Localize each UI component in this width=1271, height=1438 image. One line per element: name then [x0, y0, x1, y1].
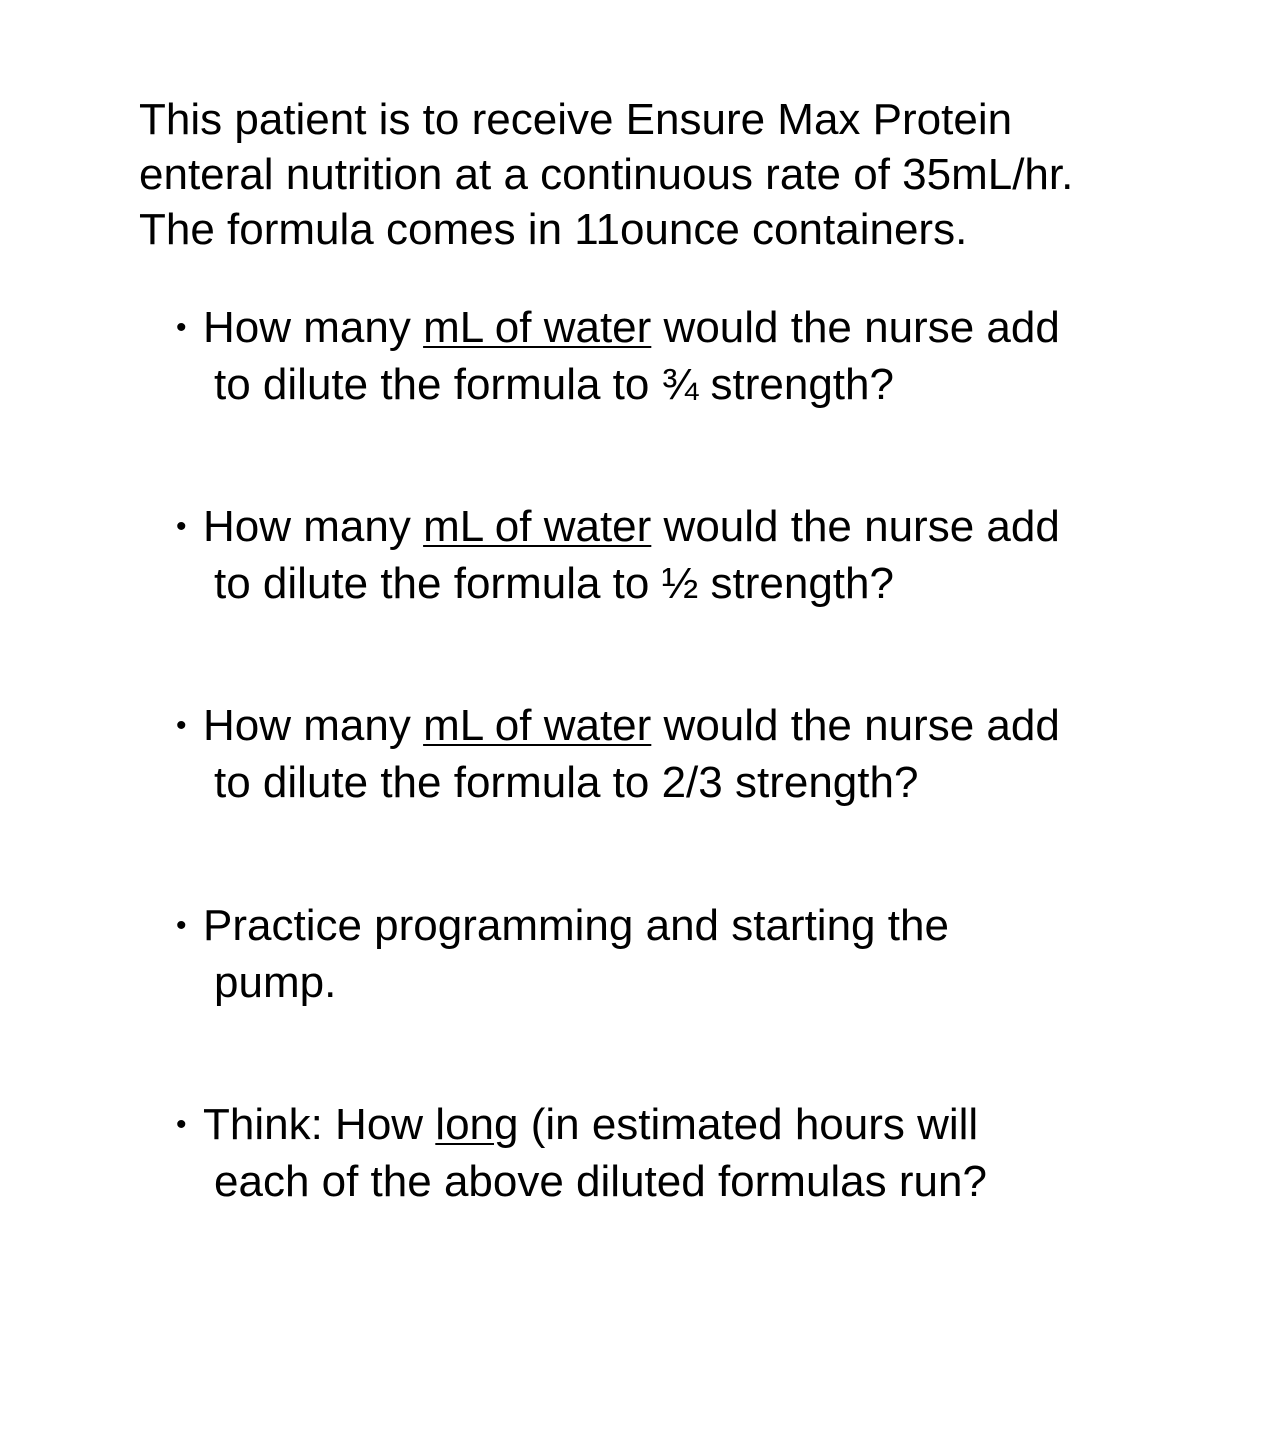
question-text: How many — [203, 502, 424, 551]
bullet-icon: • — [176, 510, 187, 543]
intro-line-2: enteral nutrition at a continuous rate of 35mL/hr. — [139, 150, 1074, 199]
underlined-phrase: mL of water — [423, 701, 652, 750]
practice-item — [176, 897, 1176, 1011]
underlined-phrase: mL of water — [423, 303, 652, 352]
question-line-1 — [176, 299, 1176, 356]
question-line-2: to dilute the formula to 2/3 strength? — [214, 758, 919, 807]
question-line-1 — [176, 498, 1176, 555]
think-line-2: each of the above diluted formulas run? — [214, 1157, 987, 1206]
think-text: g (in estimated hours will — [494, 1100, 979, 1149]
question-line-2: to dilute the formula to ¾ strength? — [214, 360, 894, 409]
bullet-icon: • — [176, 709, 187, 742]
intro-line-3: The formula comes in 11ounce containers. — [139, 205, 968, 254]
underlined-phrase: mL of water — [423, 502, 652, 551]
question-item-2 — [176, 498, 1176, 612]
bullet-icon: • — [176, 311, 187, 344]
underlined-word: lon — [435, 1100, 495, 1149]
practice-line-2: pump. — [214, 958, 337, 1007]
think-line-1 — [176, 1096, 1176, 1153]
intro-line-1: This patient is to receive Ensure Max Protein — [139, 95, 1013, 144]
question-item-1 — [176, 299, 1176, 413]
question-text: would the nurse add — [651, 303, 1060, 352]
think-item — [176, 1096, 1176, 1210]
question-text: How many — [203, 303, 424, 352]
bullet-icon: • — [176, 909, 187, 942]
practice-line-1: Practice programming and starting the — [203, 901, 949, 950]
intro-paragraph — [139, 92, 1219, 257]
question-line-1 — [176, 697, 1176, 754]
question-line-2: to dilute the formula to ½ strength? — [214, 559, 894, 608]
think-text: Think: How — [203, 1100, 436, 1149]
question-item-3 — [176, 697, 1176, 811]
bullet-icon: • — [176, 1108, 187, 1141]
question-text: would the nurse add — [651, 701, 1060, 750]
question-text: would the nurse add — [651, 502, 1060, 551]
question-text: How many — [203, 701, 424, 750]
